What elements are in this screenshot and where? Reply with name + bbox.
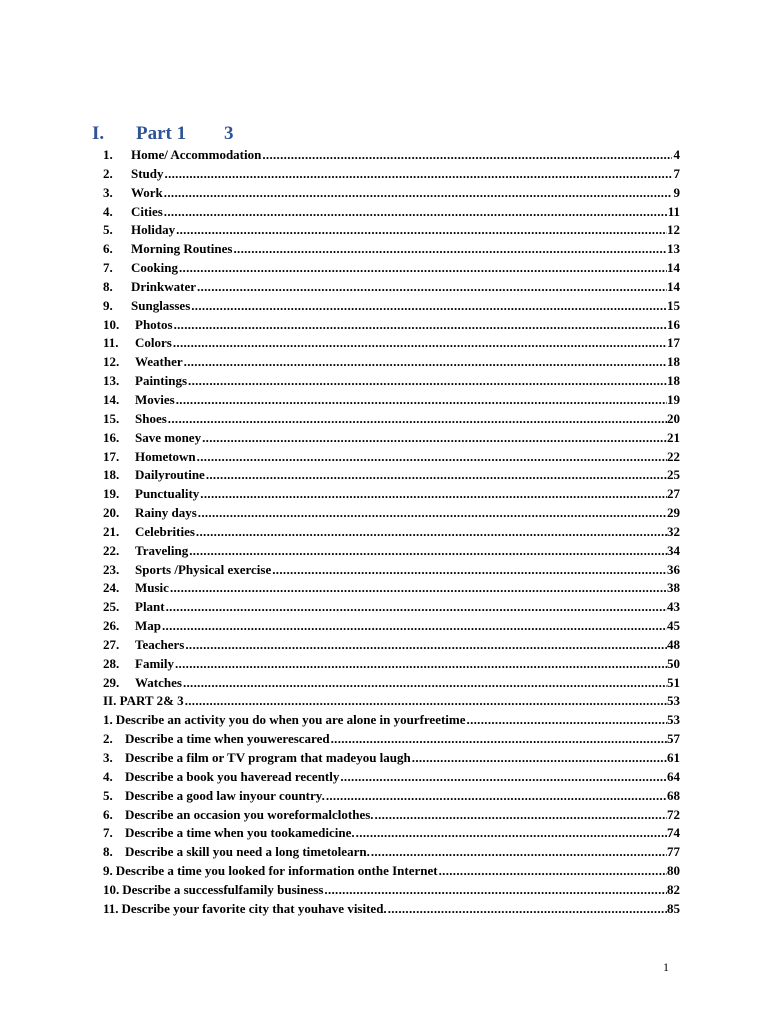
toc-entry-page: 9 xyxy=(673,184,680,200)
dot-leader xyxy=(189,542,667,561)
toc-entry-number: 7. xyxy=(103,825,113,841)
toc-entry-title: Music xyxy=(135,580,169,596)
toc-entry[interactable] xyxy=(103,711,680,730)
dot-leader xyxy=(162,617,667,636)
toc-entry[interactable] xyxy=(103,165,680,184)
toc-entry-page: 64 xyxy=(667,768,680,784)
toc-entry[interactable] xyxy=(103,410,680,429)
dot-leader xyxy=(174,316,667,335)
toc-entry-title: Teachers xyxy=(135,636,185,652)
toc-entry-page: 7 xyxy=(673,165,680,181)
toc-entry-title: Describe a skill you need a long timetolearn. xyxy=(125,844,370,860)
dot-leader xyxy=(202,429,667,448)
toc-entry-number: 2. xyxy=(103,165,113,181)
toc-entry-number: 1. xyxy=(103,712,113,728)
toc-entry-page: 38 xyxy=(667,580,680,596)
toc-entry-number: 4. xyxy=(103,768,113,784)
toc-entry-number: 7. xyxy=(103,260,113,276)
section-number: I. xyxy=(92,123,105,144)
toc-entry-page: 48 xyxy=(667,636,680,652)
toc-entry-number: 26. xyxy=(103,618,120,634)
toc-entry-page: 29 xyxy=(667,505,680,521)
toc-entry-title: Family xyxy=(135,655,174,671)
toc-entry[interactable] xyxy=(103,730,680,749)
toc-entry[interactable] xyxy=(103,429,680,448)
toc-entry[interactable] xyxy=(103,843,680,862)
toc-entry-title: Describe a time you looked for information onthe Internet xyxy=(115,863,438,879)
toc-entry[interactable] xyxy=(103,146,680,165)
toc-entry-number: 9. xyxy=(103,297,113,313)
toc-entry[interactable] xyxy=(103,787,680,806)
toc-entry-page: 27 xyxy=(667,486,680,502)
dot-leader xyxy=(165,165,672,184)
dot-leader xyxy=(166,598,667,617)
toc-entry-title: Paintings xyxy=(135,373,188,389)
toc-section-heading[interactable] xyxy=(103,692,680,711)
toc-entry-page: 4 xyxy=(673,147,680,162)
dot-leader xyxy=(412,749,667,768)
dot-leader xyxy=(185,636,667,655)
toc-entry-page: 68 xyxy=(667,787,680,803)
toc-entry-number: 13. xyxy=(103,373,120,389)
toc-entry-number: 22. xyxy=(103,542,120,558)
toc-entry-number: 5. xyxy=(103,222,113,238)
toc-entry-title: Hometown xyxy=(135,448,196,464)
toc-entry[interactable] xyxy=(103,353,680,372)
toc-entry-page: 25 xyxy=(667,467,680,483)
toc-entry-number: 3. xyxy=(103,184,113,200)
toc-entry-title: Plant xyxy=(135,599,165,615)
toc-entry-page: 12 xyxy=(667,222,680,238)
toc-entry-page: 45 xyxy=(667,618,680,634)
table-of-contents xyxy=(103,146,680,919)
toc-entry-page: 18 xyxy=(667,373,680,389)
toc-entry[interactable] xyxy=(103,485,680,504)
toc-entry-page: 85 xyxy=(667,900,680,916)
dot-leader xyxy=(324,881,667,900)
toc-entry[interactable] xyxy=(103,598,680,617)
dot-leader xyxy=(206,466,667,485)
toc-entry-page: 61 xyxy=(667,750,680,765)
toc-entry[interactable] xyxy=(103,316,680,335)
toc-entry[interactable] xyxy=(103,768,680,787)
toc-entry[interactable] xyxy=(103,636,680,655)
toc-entry-title: Punctuality xyxy=(135,486,200,502)
dot-leader xyxy=(197,448,667,467)
section-title: Part 1 xyxy=(136,123,187,144)
toc-entry[interactable] xyxy=(103,542,680,561)
toc-entry-page: 32 xyxy=(667,523,680,539)
toc-entry-title: Shoes xyxy=(135,410,167,426)
toc-entry-title: Work xyxy=(131,184,163,200)
toc-entry-number: 10. xyxy=(103,881,120,897)
toc-entry-number: 2. xyxy=(103,731,113,747)
page-number: 1 xyxy=(663,960,669,974)
dot-leader xyxy=(176,391,667,410)
section-page: 3 xyxy=(224,123,234,144)
dot-leader xyxy=(375,806,667,825)
toc-entry-number: 18. xyxy=(103,467,120,483)
toc-entry-number: 11. xyxy=(103,900,119,916)
toc-entry-page: 18 xyxy=(667,354,680,370)
dot-leader xyxy=(164,184,672,203)
toc-entry-page: 11 xyxy=(667,203,680,219)
dot-leader xyxy=(170,579,667,598)
toc-entry-page: 82 xyxy=(667,881,680,897)
toc-entry-number: 23. xyxy=(103,561,120,577)
toc-entry-title: Cooking xyxy=(131,260,178,276)
toc-entry-title: Dailyroutine xyxy=(135,467,205,483)
toc-entry-page: 74 xyxy=(667,825,680,841)
dot-leader xyxy=(331,730,667,749)
toc-entry-title: Morning Routines xyxy=(131,241,233,257)
toc-entry[interactable] xyxy=(103,259,680,278)
toc-entry[interactable] xyxy=(103,391,680,410)
toc-entry[interactable] xyxy=(103,617,680,636)
dot-leader xyxy=(164,203,668,222)
dot-leader xyxy=(183,674,667,693)
toc-entry[interactable] xyxy=(103,297,680,316)
dot-leader xyxy=(272,561,667,580)
toc-entry-number: 6. xyxy=(103,241,113,257)
toc-entry[interactable] xyxy=(103,448,680,467)
toc-entry-number: 8. xyxy=(103,844,113,860)
toc-entry[interactable] xyxy=(103,240,680,259)
toc-entry[interactable] xyxy=(103,674,680,693)
toc-entry-page: 57 xyxy=(667,731,680,747)
toc-entry-page: 50 xyxy=(667,655,680,671)
toc-entry[interactable] xyxy=(103,900,680,919)
dot-leader xyxy=(173,334,667,353)
toc-entry-page: 17 xyxy=(667,335,680,351)
toc-entry[interactable] xyxy=(103,824,680,843)
dot-leader xyxy=(439,862,667,881)
dot-leader xyxy=(388,900,667,919)
dot-leader xyxy=(200,485,667,504)
dot-leader xyxy=(197,278,667,297)
dot-leader xyxy=(175,655,667,674)
toc-entry-number: 16. xyxy=(103,429,120,445)
toc-entry-page: 20 xyxy=(667,410,680,426)
toc-entry-page: 80 xyxy=(667,863,680,879)
toc-entry-title: Describe an activity you do when you are alone in yourfreetime xyxy=(115,712,466,728)
toc-entry-title: Map xyxy=(135,618,161,634)
toc-entry[interactable] xyxy=(103,504,680,523)
dot-leader xyxy=(326,787,667,806)
toc-entry-title: Photos xyxy=(135,316,173,332)
dot-leader xyxy=(233,240,667,259)
toc-entry-title: Holiday xyxy=(131,222,176,238)
toc-entry-page: 72 xyxy=(667,806,680,822)
toc-entry-title: Describe your favorite city that youhave visited. xyxy=(121,900,387,916)
toc-entry-page: 34 xyxy=(667,542,680,558)
dot-leader xyxy=(168,410,667,429)
toc-entry-number: 11. xyxy=(103,335,119,351)
dot-leader xyxy=(185,692,667,711)
toc-entry-title: Home/ Accommodation xyxy=(131,147,262,162)
toc-entry-number: 27. xyxy=(103,636,120,652)
toc-entry-title: Describe a time when you tookamedicine. xyxy=(125,825,355,841)
toc-entry-number: 12. xyxy=(103,354,120,370)
toc-entry-title: Describe a successfulfamily business xyxy=(122,881,324,897)
toc-entry-title: Cities xyxy=(131,203,163,219)
toc-entry-page: 36 xyxy=(667,561,680,577)
toc-entry[interactable] xyxy=(103,806,680,825)
toc-entry[interactable] xyxy=(103,655,680,674)
toc-entry-page: 13 xyxy=(667,241,680,257)
toc-entry-title: Weather xyxy=(135,354,183,370)
toc-entry-number: 28. xyxy=(103,655,120,671)
dot-leader xyxy=(184,353,667,372)
section-heading xyxy=(92,121,234,147)
toc-entry-number: 14. xyxy=(103,391,120,407)
toc-entry-page: 16 xyxy=(667,316,680,332)
toc-entry[interactable] xyxy=(103,523,680,542)
toc-entry-number: 17. xyxy=(103,448,120,464)
toc-entry-title: II. PART 2& 3 xyxy=(103,693,184,709)
toc-entry-title: Describe a time when youwerescared xyxy=(125,731,330,747)
toc-entry[interactable] xyxy=(103,334,680,353)
dot-leader xyxy=(371,843,667,862)
toc-entry-page: 14 xyxy=(667,260,680,276)
toc-entry-title: Watches xyxy=(135,674,182,690)
toc-entry[interactable] xyxy=(103,862,680,881)
toc-entry-number: 19. xyxy=(103,486,120,502)
toc-entry[interactable] xyxy=(103,749,680,768)
toc-entry-page: 53 xyxy=(667,712,680,728)
toc-entry[interactable] xyxy=(103,184,680,203)
toc-entry-title: Describe a book you haveread recently xyxy=(125,768,340,784)
toc-entry-page: 43 xyxy=(667,599,680,615)
toc-entry-title: Celebrities xyxy=(135,523,195,539)
toc-entry-title: Traveling xyxy=(135,542,189,558)
toc-entry-number: 25. xyxy=(103,599,120,615)
toc-entry-page: 21 xyxy=(667,429,680,445)
toc-entry-number: 21. xyxy=(103,523,120,539)
toc-entry-title: Sports /Physical exercise xyxy=(135,561,272,577)
toc-entry-page: 77 xyxy=(667,844,680,860)
toc-entry-number: 8. xyxy=(103,278,113,294)
toc-entry-title: Movies xyxy=(135,391,175,407)
toc-entry-page: 53 xyxy=(667,693,680,709)
toc-entry-page: 19 xyxy=(667,391,680,407)
dot-leader xyxy=(179,259,667,278)
toc-entry-page: 51 xyxy=(667,674,680,690)
toc-entry-title: Describe a film or TV program that madeyou laugh xyxy=(125,750,411,765)
toc-entry[interactable] xyxy=(103,278,680,297)
toc-entry-title: Describe a good law inyour country. xyxy=(125,787,325,803)
toc-entry-title: Drinkwater xyxy=(131,278,196,294)
toc-entry-title: Colors xyxy=(135,335,172,351)
dot-leader xyxy=(356,824,667,843)
toc-entry-number: 1. xyxy=(103,147,113,162)
toc-entry[interactable] xyxy=(103,221,680,240)
dot-leader xyxy=(262,146,672,165)
toc-entry-title: Study xyxy=(131,165,164,181)
dot-leader xyxy=(196,523,667,542)
toc-entry-number: 24. xyxy=(103,580,120,596)
toc-entry[interactable] xyxy=(103,579,680,598)
toc-entry-title: Sunglasses xyxy=(131,297,191,313)
toc-entry-page: 22 xyxy=(667,448,680,464)
dot-leader xyxy=(467,711,667,730)
toc-entry[interactable] xyxy=(103,881,680,900)
toc-entry-title: Rainy days xyxy=(135,505,197,521)
toc-entry-page: 14 xyxy=(667,278,680,294)
dot-leader xyxy=(188,372,667,391)
toc-entry[interactable] xyxy=(103,203,680,222)
toc-entry[interactable] xyxy=(103,372,680,391)
toc-entry-number: 20. xyxy=(103,505,120,521)
dot-leader xyxy=(198,504,667,523)
toc-entry-number: 29. xyxy=(103,674,120,690)
toc-entry-number: 5. xyxy=(103,787,113,803)
dot-leader xyxy=(191,297,667,316)
toc-entry-title: Save money xyxy=(135,429,202,445)
dot-leader xyxy=(340,768,667,787)
toc-entry-number: 4. xyxy=(103,203,113,219)
toc-entry[interactable] xyxy=(103,561,680,580)
dot-leader xyxy=(176,221,667,240)
toc-entry[interactable] xyxy=(103,466,680,485)
toc-entry-page: 15 xyxy=(667,297,680,313)
toc-entry-title: Describe an occasion you woreformalclothes. xyxy=(125,806,374,822)
toc-entry-number: 9. xyxy=(103,863,113,879)
toc-entry-number: 6. xyxy=(103,806,113,822)
toc-entry-number: 10. xyxy=(103,316,120,332)
toc-entry-number: 3. xyxy=(103,750,113,765)
toc-entry-number: 15. xyxy=(103,410,120,426)
